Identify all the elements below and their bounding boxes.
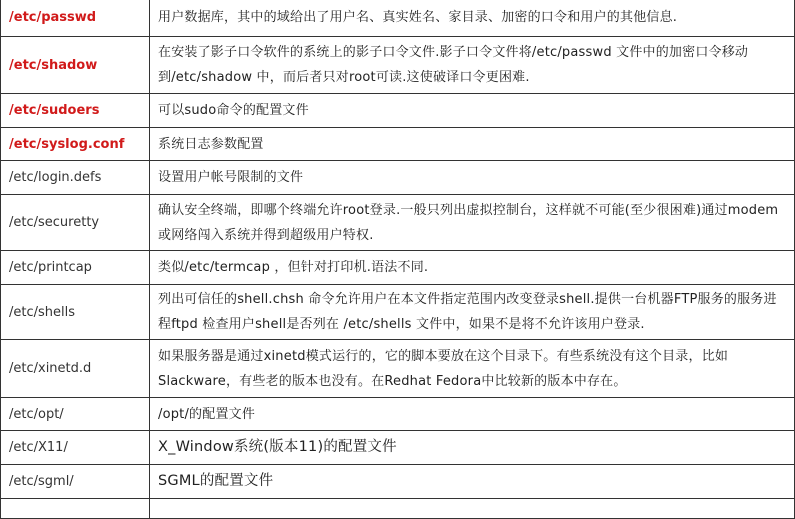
file-description: 可以sudo命令的配置文件 xyxy=(150,94,795,128)
file-description: 确认安全终端，即哪个终端允许root登录.一般只列出虚拟控制台，这样就不可能(至少很困难)通过modem或网络闯入系统并得到超级用户特权. xyxy=(150,195,795,251)
table-row xyxy=(1,431,795,465)
file-path: /etc/shadow xyxy=(1,37,150,94)
table-row xyxy=(1,161,795,195)
table-row xyxy=(1,195,795,251)
file-description: 在安装了影子口令软件的系统上的影子口令文件.影子口令文件将/etc/passwd 文件中的加密口令移动到/etc/shadow 中，而后者只对root可读.这使破译口令更困难. xyxy=(150,37,795,94)
file-path: /etc/xinetd.d xyxy=(1,340,150,398)
file-path: /etc/X11/ xyxy=(1,431,150,465)
file-description-empty xyxy=(150,499,795,519)
file-path: /etc/syslog.conf xyxy=(1,128,150,161)
file-path: /etc/printcap xyxy=(1,251,150,285)
file-description: 列出可信任的shell.chsh 命令允许用户在本文件指定范围内改变登录shell.提供一台机器FTP服务的服务进程ftpd 检查用户shell是否列在 /etc/shells 文件中，如果不是将不允许该用户登录. xyxy=(150,285,795,340)
file-path: /etc/sgml/ xyxy=(1,465,150,499)
table-row xyxy=(1,0,795,37)
table-row xyxy=(1,285,795,340)
table-row xyxy=(1,128,795,161)
file-description: 如果服务器是通过xinetd模式运行的，它的脚本要放在这个目录下。有些系统没有这个目录，比如Slackware，有些老的版本也没有。在Redhat Fedora中比较新的版本中存在。 xyxy=(150,340,795,398)
table-row xyxy=(1,398,795,431)
file-description: X_Window系统(版本11)的配置文件 xyxy=(150,431,795,465)
file-path: /etc/shells xyxy=(1,285,150,340)
file-path-empty xyxy=(1,499,150,519)
file-description: 设置用户帐号限制的文件 xyxy=(150,161,795,195)
table-row xyxy=(1,340,795,398)
table-row xyxy=(1,37,795,94)
file-path: /etc/passwd xyxy=(1,0,150,37)
file-description: 系统日志参数配置 xyxy=(150,128,795,161)
file-description: /opt/的配置文件 xyxy=(150,398,795,431)
file-path: /etc/opt/ xyxy=(1,398,150,431)
file-description: 类似/etc/termcap ，但针对打印机.语法不同. xyxy=(150,251,795,285)
file-path: /etc/securetty xyxy=(1,195,150,251)
file-description: SGML的配置文件 xyxy=(150,465,795,499)
table-row xyxy=(1,499,795,519)
file-path: /etc/sudoers xyxy=(1,94,150,128)
table-row xyxy=(1,465,795,499)
table-row xyxy=(1,251,795,285)
table-row xyxy=(1,94,795,128)
file-path: /etc/login.defs xyxy=(1,161,150,195)
file-description: 用户数据库，其中的域给出了用户名、真实姓名、家目录、加密的口令和用户的其他信息. xyxy=(150,0,795,37)
